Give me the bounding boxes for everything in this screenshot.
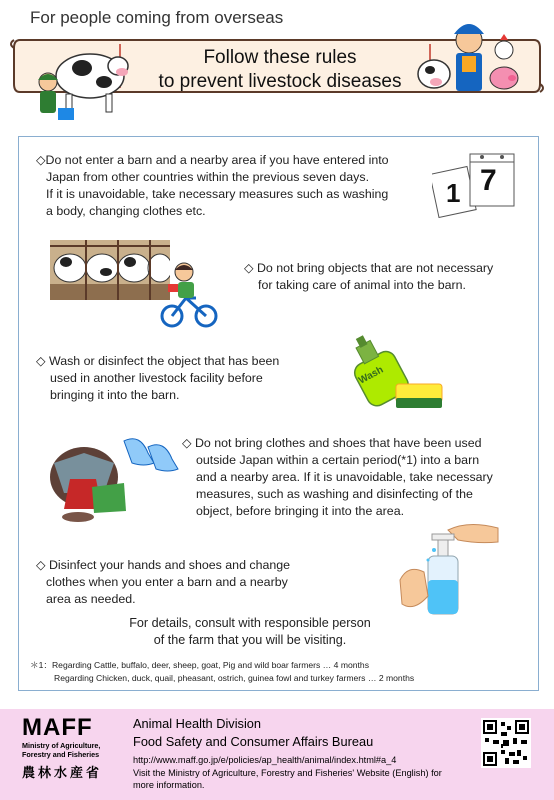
footnote-line: Regarding Chicken, duck, quail, pheasant, ostrich, guinea fowl and turkey farmers … 2 months: [54, 673, 415, 683]
calendar-digit-1: 1: [446, 178, 461, 208]
rule-4-line: and a nearby area. If it is unavoidable, take necessary: [196, 470, 493, 484]
rule-1-line: ◇Do not enter a barn and a nearby area if you have entered into: [36, 153, 389, 167]
footnote: [30, 659, 414, 685]
calendar-illustration: [432, 148, 518, 218]
footnote-line: ＊1：Regarding Cattle, buffalo, deer, sheep, goat, Pig and wild boar farmers … 4 months: [30, 660, 370, 670]
rule-1-line: Japan from other countries within the previous seven days.: [46, 170, 370, 184]
sponge-label: Wash: [356, 364, 386, 387]
clothes-shoes-illustration: [44, 433, 184, 523]
title-line-1: Follow these rules: [203, 47, 357, 68]
visit-website-text: Visit the Ministry of Agriculture, Forestry and Fisheries' Website (English) for more information.: [133, 768, 442, 790]
rule-3: [36, 353, 279, 404]
division-name: Animal Health Division: [133, 716, 262, 731]
consult-line: For details, consult with responsible person: [129, 616, 371, 630]
rule-3-line: used in another livestock facility before: [50, 371, 263, 385]
rule-4-line: outside Japan within a certain period(*1) into a barn: [196, 453, 480, 467]
rule-1-line: If it is unavoidable, take necessary measures such as washing: [46, 187, 389, 201]
banner-title: [120, 46, 440, 94]
rule-4-line: ◇ Do not bring clothes and shoes that have been used: [182, 436, 482, 450]
child-bicycle-illustration: [160, 262, 218, 330]
farmer-animals-illustration: [414, 12, 524, 112]
rule-3-line: bringing it into the barn.: [50, 388, 180, 402]
maff-jp-name: 農林水産省: [22, 765, 103, 780]
rule-1: [36, 152, 389, 220]
title-line-2: to prevent livestock diseases: [158, 71, 402, 92]
rule-5-line: area as needed.: [46, 592, 136, 606]
barn-cows-illustration: [50, 240, 170, 300]
maff-sub-line: Forestry and Fisheries: [22, 750, 100, 759]
rule-4: [182, 435, 493, 520]
bureau-name: Food Safety and Consumer Affairs Bureau: [133, 734, 374, 749]
hand-sanitizer-illustration: [398, 520, 508, 620]
detergent-sponge-illustration: [340, 330, 445, 415]
maff-sub-line: Ministry of Agriculture,: [22, 741, 101, 750]
rule-5-line: clothes when you enter a barn and a nearby: [46, 575, 288, 589]
rule-3-line: ◇ Wash or disinfect the object that has been: [36, 354, 280, 368]
maff-logo: MAFF: [22, 714, 93, 741]
cow-farmer-illustration: [30, 38, 130, 130]
rule-2: [244, 260, 493, 294]
consult-line: of the farm that you will be visiting.: [153, 633, 347, 647]
qr-code-icon[interactable]: [481, 718, 531, 768]
rule-2-line: ◇ Do not bring objects that are not necessary: [244, 261, 494, 275]
rule-4-line: object, before bringing it into the area.: [196, 504, 405, 518]
consult-note: [100, 615, 400, 649]
top-label: For people coming from overseas: [30, 8, 284, 27]
maff-url-link[interactable]: http://www.maff.go.jp/e/policies/ap_health/animal/index.html#a_4: [133, 755, 397, 765]
rule-5: [36, 557, 290, 608]
maff-logo-sub: [22, 741, 100, 759]
rule-2-line: for taking care of animal into the barn.: [258, 278, 467, 292]
rule-1-line: a body, changing clothes etc.: [46, 204, 206, 218]
rule-5-line: ◇ Disinfect your hands and shoes and change: [36, 558, 291, 572]
rule-4-line: measures, such as washing and disinfecting of the: [196, 487, 473, 501]
calendar-digit-2: 7: [480, 164, 497, 197]
